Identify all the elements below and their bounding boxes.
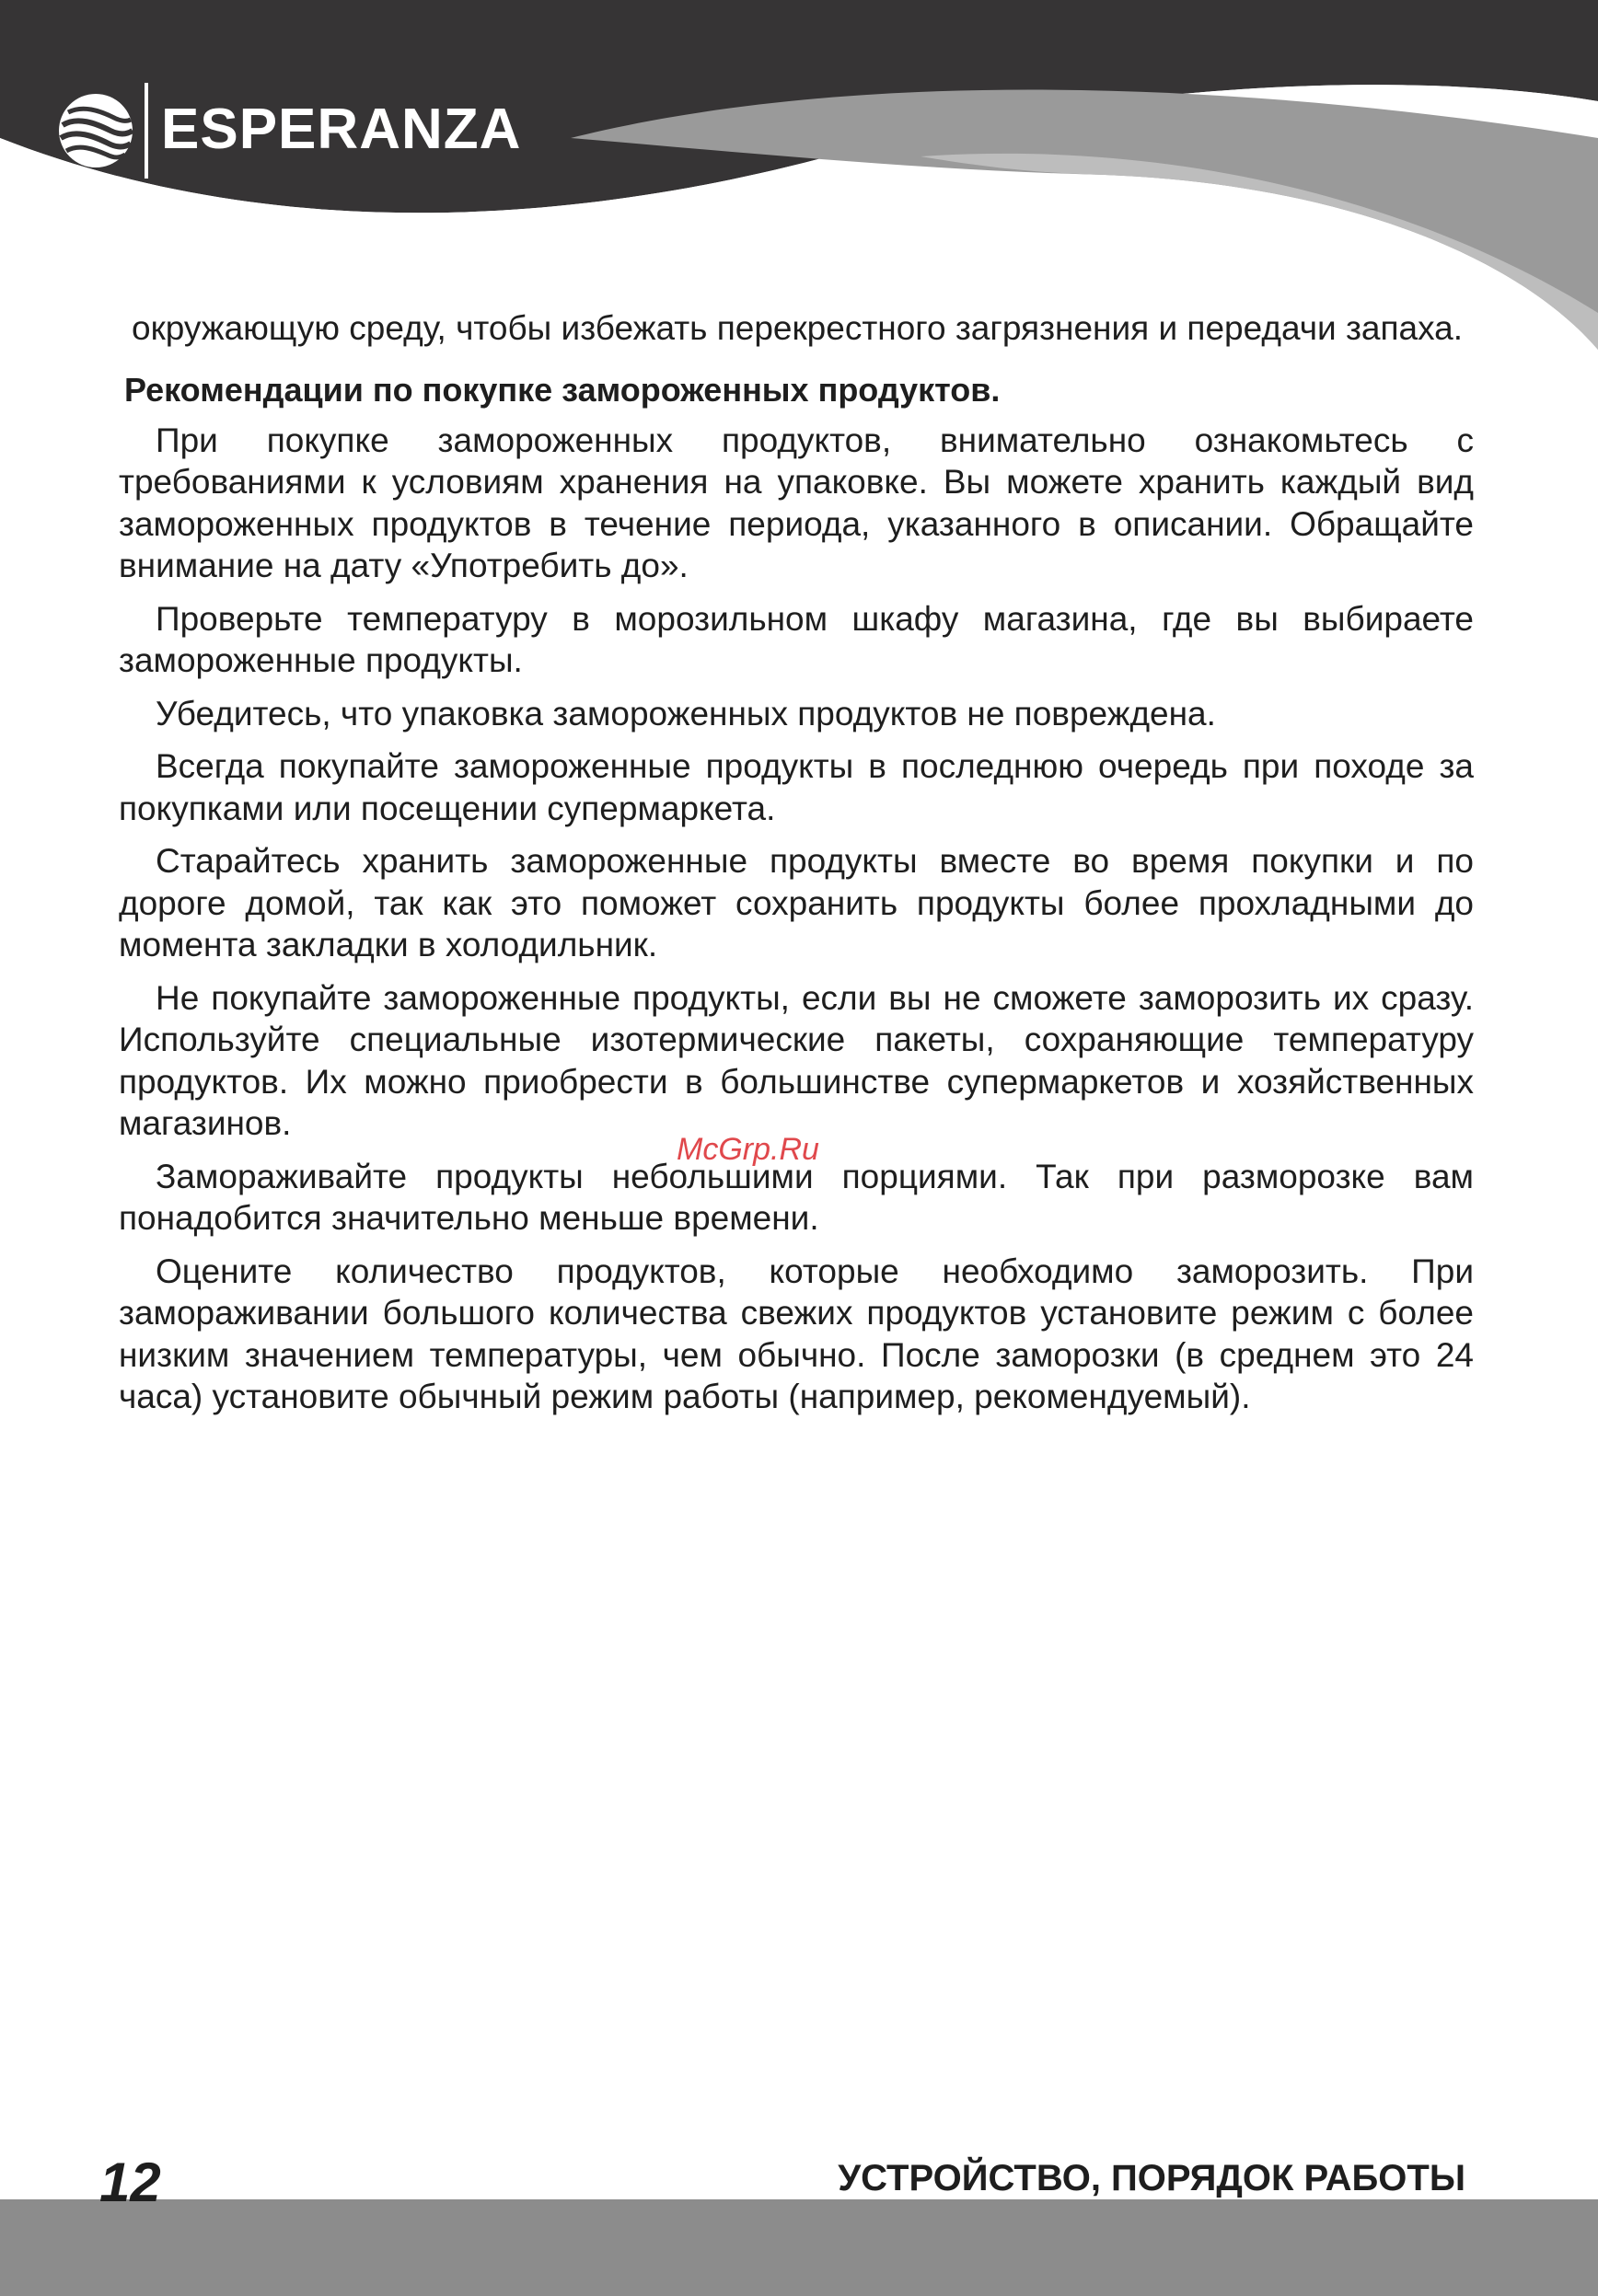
paragraph: Убедитесь, что упаковка замороженных продуктов не повреждена. xyxy=(156,694,1216,733)
footer-bar xyxy=(0,2199,1598,2296)
continuation-paragraph: окружающую среду, чтобы избежать перекрестного загрязнения и передачи запаха. xyxy=(132,309,1464,347)
paragraph: При покупке замороженных продуктов, внимательно ознакомьтесь с требованиями к условиям хранения на упаковке. Вы можете хранить каждый вид замороженных продуктов в течение периода, указанного в описании. Обращайте внимание на дату «Употребить до». xyxy=(119,421,1474,584)
paragraph: Старайтесь хранить замороженные продукты вместе во время покупки и по дороге домой, так как это поможет сохранить продукты более прохладными до момента закладки в холодильник. xyxy=(119,842,1474,963)
footer-section-title: УСТРОЙСТВО, ПОРЯДОК РАБОТЫ xyxy=(838,2158,1465,2198)
page-number: 12 xyxy=(99,2152,161,2213)
watermark: McGrp.Ru xyxy=(677,1132,819,1167)
brand-name: ESPERANZA xyxy=(161,98,522,161)
header-wave-graphic xyxy=(0,0,1598,359)
esperanza-logo-icon xyxy=(57,92,134,169)
paragraph: Оцените количество продуктов, которые необходимо заморозить. При замораживании большого количества свежих продуктов установите режим с более низким значением температуры, чем обычно. После заморозки (в среднем это 24 часа) установите обычный режим работы (например, рекомендуемый). xyxy=(119,1252,1474,1415)
paragraph: Замораживайте продукты небольшими порциями. Так при разморозке вам понадобится значительно меньше времени. xyxy=(119,1157,1474,1237)
page-content xyxy=(119,307,1474,1429)
section-heading: Рекомендации по покупке замороженных продуктов. xyxy=(124,370,1001,409)
paragraph: Всегда покупайте замороженные продукты в последнюю очередь при походе за покупками или посещении супермаркета. xyxy=(119,747,1474,827)
logo-divider xyxy=(145,83,148,179)
header-banner xyxy=(0,0,1598,359)
paragraph: Не покупайте замороженные продукты, если вы не сможете заморозить их сразу. Используйте специальные изотермические пакеты, сохраняющие температуру продуктов. Их можно приобрести в большинстве супермаркетов и хозяйственных магазинов. xyxy=(119,978,1474,1142)
paragraph: Проверьте температуру в морозильном шкафу магазина, где вы выбираете замороженные продукты. xyxy=(119,599,1474,679)
